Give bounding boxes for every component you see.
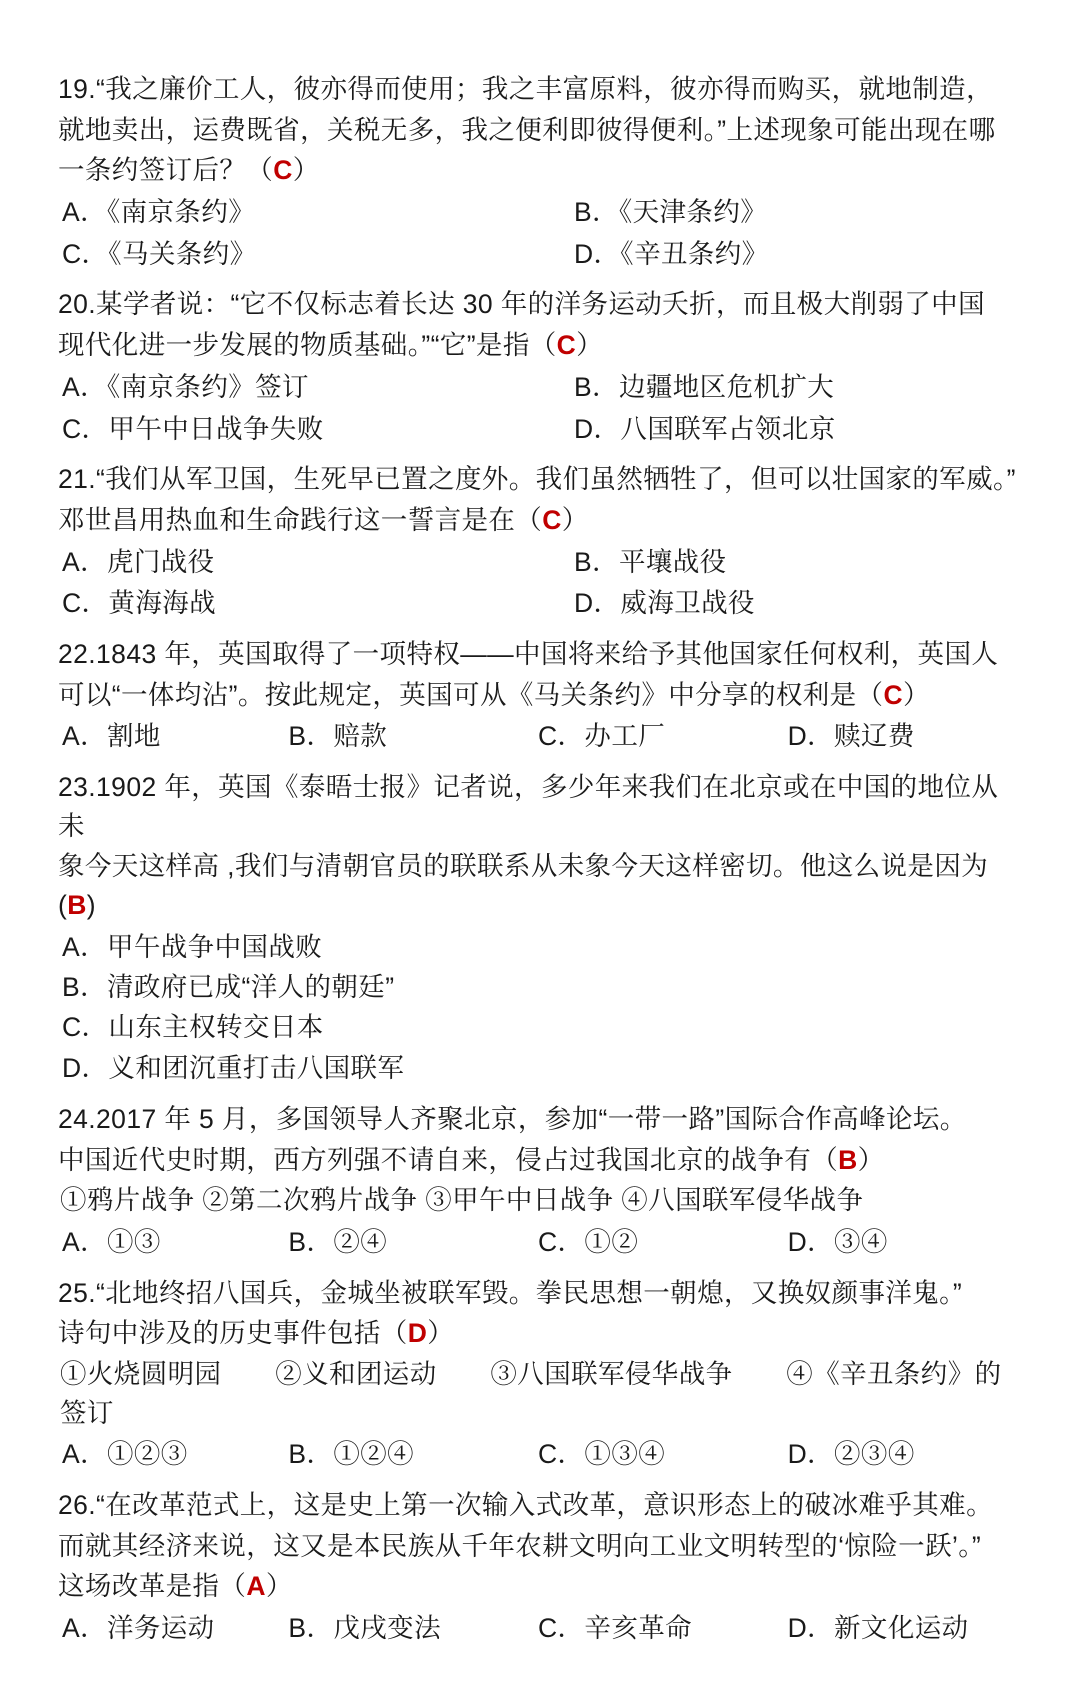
option-b[interactable]: B．①②④ — [288, 1439, 415, 1470]
question-stem-tail: ） — [903, 679, 930, 710]
question-stem-tail: ） — [576, 330, 604, 361]
option-d[interactable]: D．赎辽费 — [787, 721, 915, 752]
option-b[interactable]: B．边疆地区危机扩大 — [574, 371, 835, 402]
question-block-22 — [58, 635, 1018, 756]
question-stem-text: 象今天这样高 ,我们与清朝官员的联联系从未象今天这样密切。他这么说是因为( — [58, 851, 989, 921]
option-c[interactable]: C．①③④ — [537, 1439, 666, 1470]
question-block-20 — [58, 285, 1018, 448]
option-c[interactable]: C．办工厂 — [537, 721, 666, 752]
option-row — [58, 717, 1018, 756]
option-row — [58, 410, 1018, 449]
question-block-21 — [58, 460, 1018, 623]
question-stem-text: 一条约签订后？（ — [58, 155, 274, 186]
option-d[interactable]: D．③④ — [787, 1226, 888, 1257]
question-stem-tail: ) — [86, 890, 97, 921]
question-stem-line: 24.2017 年 5 月，多国领导人齐聚北京，参加“一带一路”国际合作高峰论坛。 — [58, 1103, 967, 1134]
question-stem-line: 21.“我们从军卫国，生死早已置之度外。我们虽然牺牲了，但可以壮国家的军威。” — [58, 464, 1016, 495]
option-a[interactable]: A．虎门战役 — [62, 546, 215, 577]
option-row — [58, 584, 1018, 623]
question-stem-line: 而就其经济来说，这又是本民族从千年农耕文明向工业文明转型的‘惊险一跃’。” — [58, 1530, 982, 1561]
question-stem-text: 现代化进一步发展的物质基础。”“它”是指（ — [58, 330, 557, 361]
option-c[interactable]: C．辛亥革命 — [537, 1613, 693, 1644]
option-b[interactable]: B．赔款 — [288, 721, 388, 752]
question-stem-line — [58, 1314, 1018, 1353]
question-stem-text: 这场改革是指（ — [58, 1571, 247, 1602]
option-c[interactable]: C．①② — [537, 1226, 639, 1257]
option-d[interactable]: D．八国联军占领北京 — [574, 413, 836, 444]
option-b[interactable]: B．《天津条约》 — [574, 197, 768, 228]
answer-mark: A — [246, 1571, 266, 1602]
question-sub-items: ①火烧圆明园 ②义和团运动 ③八国联军侵华战争 ④《辛丑条约》的签订 — [60, 1358, 1002, 1428]
question-stem-line: 26.“在改革范式上，这是史上第一次输入式改革，意识形态上的破冰难乎其难。 — [58, 1490, 993, 1520]
question-stem-line — [58, 1567, 1018, 1606]
option-row — [58, 543, 1018, 582]
question-stem-tail: ） — [857, 1144, 885, 1175]
answer-mark: B — [838, 1144, 858, 1175]
question-stem-line — [58, 1141, 1018, 1180]
question-stem-tail: ） — [561, 504, 589, 535]
question-stem-line: 23.1902 年，英国《泰晤士报》记者说，多少年来我们在北京或在中国的地位从未 — [58, 772, 999, 841]
option-d[interactable]: D．《辛丑条约》 — [574, 238, 769, 269]
option-row — [58, 193, 1018, 232]
answer-mark: B — [67, 890, 87, 921]
question-block-26 — [58, 1486, 1018, 1648]
question-block-23 — [58, 768, 1018, 1088]
question-stem-line: 19.“我之廉价工人，彼亦得而使用；我之丰富原料，彼亦得而购买，就地制造， — [58, 74, 993, 104]
question-stem-line: 20.某学者说：“它不仅标志着长达 30 年的洋务运动夭折，而且极大削弱了中国 — [58, 289, 985, 320]
question-stem-tail: ） — [427, 1318, 455, 1349]
option-a[interactable]: A．《南京条约》 — [62, 197, 256, 228]
answer-mark: D — [407, 1318, 428, 1349]
option-row — [58, 1223, 1018, 1262]
question-stem-line: 就地卖出，运费既省，关税无多，我之便利即彼得便利。”上述现象可能出现在哪 — [58, 114, 996, 145]
question-stem-line — [58, 847, 1018, 924]
option-row — [58, 368, 1018, 407]
question-stem-text: 可以“一体均沾”。按此规定，英国可从《马关条约》中分享的权利是（ — [58, 679, 884, 710]
option-c[interactable]: C．山东主权转交日本 — [62, 1012, 324, 1043]
question-stem-text: 中国近代史时期，西方列强不请自来，侵占过我国北京的战争有（ — [58, 1144, 839, 1175]
question-stem-line: 22.1843 年，英国取得了一项特权——中国将来给予其他国家任何权利，英国人 — [58, 638, 999, 669]
question-stem-line — [58, 151, 1018, 190]
option-a[interactable]: A．甲午战争中国战败 — [62, 931, 323, 962]
option-d[interactable]: D．威海卫战役 — [574, 588, 755, 619]
question-stem-tail: ） — [292, 155, 320, 186]
question-block-24 — [58, 1100, 1018, 1262]
answer-mark: C — [883, 679, 903, 710]
question-stem-line — [58, 501, 1018, 540]
question-stem-line: 25.“北地终招八国兵，金城坐被联军毁。拳民思想一朝熄，又换奴颜事洋鬼。” — [58, 1277, 963, 1308]
option-a[interactable]: A．①②③ — [62, 1439, 188, 1470]
option-d[interactable]: D．②③④ — [787, 1439, 915, 1470]
question-sub-items: ①鸦片战争 ②第二次鸦片战争 ③甲午中日战争 ④八国联军侵华战争 — [60, 1185, 864, 1216]
question-stem-line — [58, 326, 1018, 365]
option-c[interactable]: C．甲午中日战争失败 — [62, 413, 324, 444]
option-a[interactable]: A．洋务运动 — [62, 1613, 215, 1644]
question-stem-text: 邓世昌用热血和生命践行这一誓言是在（ — [58, 504, 543, 535]
answer-mark: C — [542, 504, 562, 535]
option-b[interactable]: B．②④ — [288, 1226, 388, 1257]
option-b[interactable]: B．平壤战役 — [574, 546, 727, 577]
question-stem-tail: ） — [265, 1571, 293, 1602]
option-row — [58, 235, 1018, 274]
option-a[interactable]: A．①③ — [62, 1226, 161, 1257]
answer-mark: C — [556, 330, 577, 361]
question-stem-text: 诗句中涉及的历史事件包括（ — [58, 1318, 408, 1349]
option-row — [58, 1609, 1018, 1648]
option-a[interactable]: A．《南京条约》签订 — [62, 371, 309, 402]
answer-mark: C — [273, 155, 293, 186]
option-a[interactable]: A．割地 — [62, 721, 161, 752]
option-c[interactable]: C．黄海海战 — [62, 588, 217, 619]
question-block-25 — [58, 1274, 1018, 1474]
option-d[interactable]: D．义和团沉重打击八国联军 — [62, 1052, 405, 1083]
option-c[interactable]: C．《马关条约》 — [62, 238, 257, 269]
question-stem-line — [58, 676, 1018, 715]
option-b[interactable]: B．清政府已成“洋人的朝廷” — [62, 972, 395, 1003]
option-row — [58, 1435, 1018, 1474]
option-d[interactable]: D．新文化运动 — [787, 1613, 969, 1644]
question-block-19 — [58, 70, 1018, 273]
option-b[interactable]: B．戊戌变法 — [288, 1613, 441, 1644]
